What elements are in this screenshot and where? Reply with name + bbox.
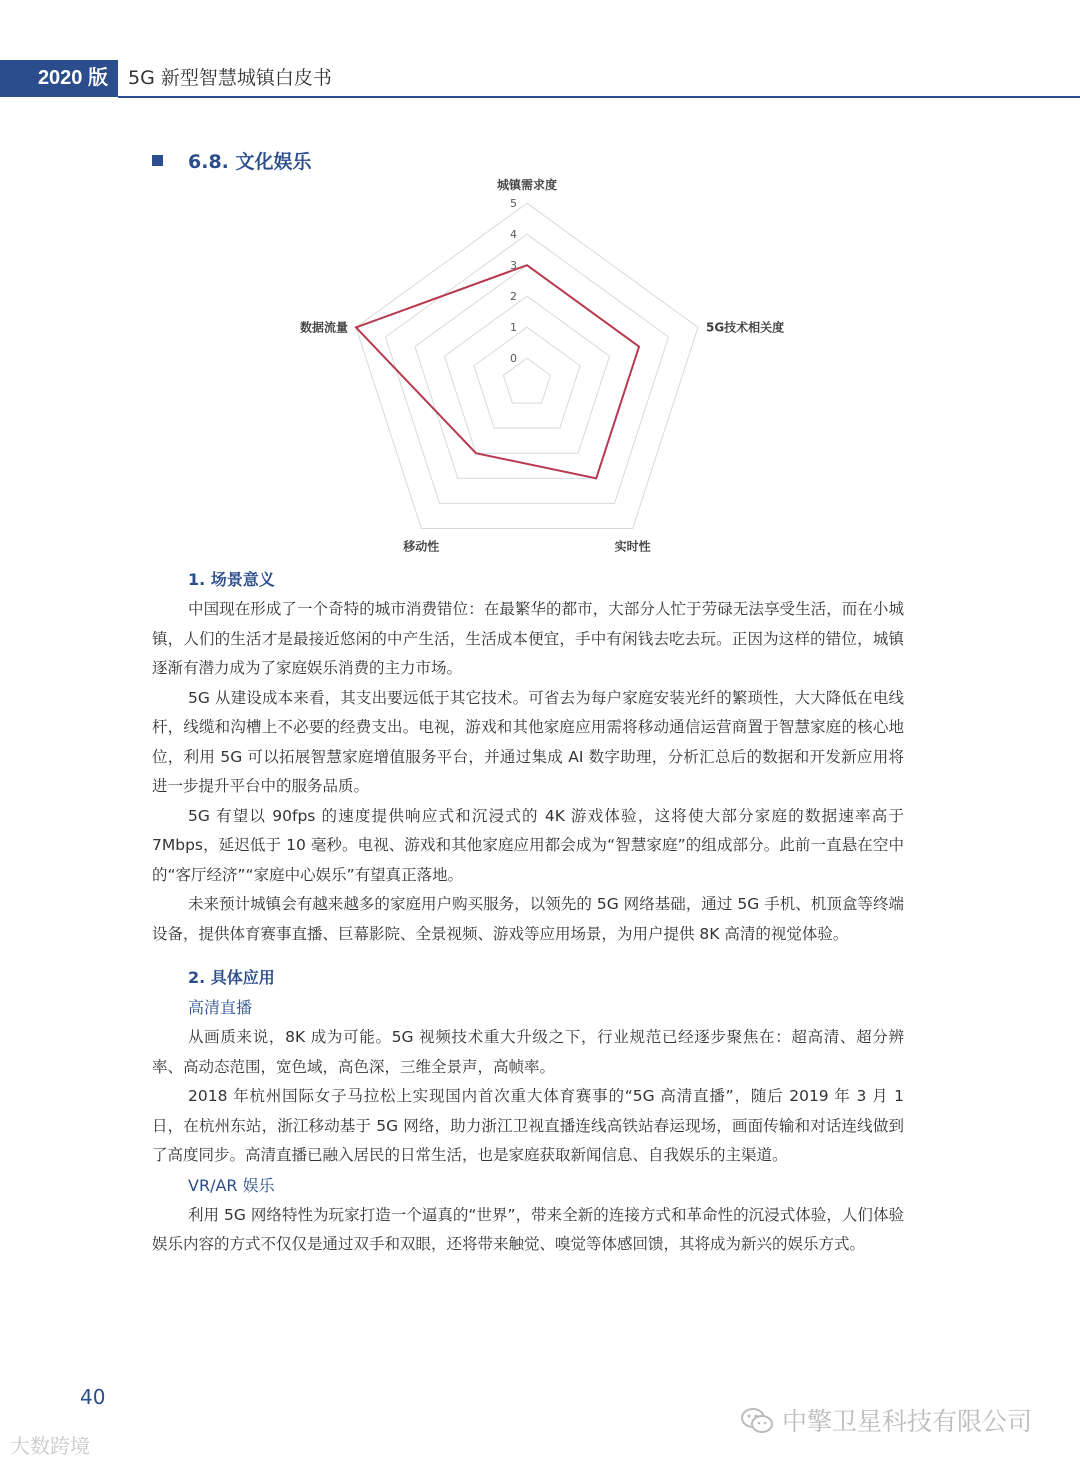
radar-tick-label: 1 <box>510 321 517 335</box>
heading-specific-applications: 2. 具体应用 <box>188 968 275 987</box>
paragraph: 5G 有望以 90fps 的速度提供响应式和沉浸式的 4K 游戏体验，这将使大部分家庭的数据速率高于 7Mbps，延迟低于 10 毫秒。电视、游戏和其他家庭应用都会成为“智慧家庭”的组成部分。此前一直悬在空中的“客厅经济”“家庭中心娱乐”有望真正落地。 <box>152 806 904 884</box>
radar-grid-ring <box>356 203 698 528</box>
paragraph: 从画质来说，8K 成为可能。5G 视频技术重大升级之下，行业规范已经逐步聚焦在：超高清、超分辨率、高动态范围，宽色域，高色深，三维全景声，高帧率。 <box>152 1028 904 1076</box>
radar-grid-ring <box>415 265 639 478</box>
radar-axis-label: 实时性 <box>614 539 651 554</box>
wechat-icon <box>740 1407 774 1435</box>
subheading-hd-live: 高清直播 <box>188 998 253 1017</box>
radar-axis-labels <box>300 177 784 553</box>
company-watermark: 中擎卫星科技有限公司 <box>782 1407 1033 1436</box>
radar-chart <box>0 0 1080 560</box>
edition-tab: 2020 版 <box>0 60 118 97</box>
site-watermark: 大数跨境 <box>10 1434 90 1458</box>
radar-tick-label: 4 <box>510 228 517 242</box>
heading-scene-significance: 1. 场景意义 <box>188 570 275 589</box>
paragraph: 利用 5G 网络特性为玩家打造一个逼真的“世界”，带来全新的连接方式和革命性的沉浸式体验，人们体验娱乐内容的方式不仅仅是通过双手和双眼，还将带来触觉、嗅觉等体感回馈，其将成为新兴的娱乐方式。 <box>152 1205 904 1253</box>
radar-tick-label: 0 <box>510 352 517 366</box>
document-title: 5G 新型智慧城镇白皮书 <box>128 67 332 89</box>
radar-ticks <box>510 197 517 365</box>
body-content <box>152 565 904 1260</box>
radar-tick-label: 3 <box>510 259 517 273</box>
radar-axis-label: 移动性 <box>403 539 440 554</box>
paragraph: 未来预计城镇会有越来越多的家庭用户购买服务，以领先的 5G 网络基础，通过 5G 手机、机顶盒等终端设备，提供体育赛事直播、巨幕影院、全景视频、游戏等应用场景，为用户提供 8K 高清的视觉体验。 <box>152 895 904 943</box>
radar-axis-label: 5G技术相关度 <box>705 320 785 335</box>
radar-axis-label: 城镇需求度 <box>496 178 558 193</box>
section-title: 6.8. 文化娱乐 <box>188 151 312 173</box>
radar-tick-label: 2 <box>510 290 517 304</box>
radar-grid-ring <box>474 327 580 428</box>
paragraph: 2018 年杭州国际女子马拉松上实现国内首次重大体育赛事的“5G 高清直播”，随后 2019 年 3 月 1 日，在杭州东站，浙江移动基于 5G 网络，助力浙江卫视直播连线高铁站春运现场，画面传输和对话连线做到了高度同步。高清直播已融入居民的日常生活，也是家庭获取新闻信息、自我娱乐的主渠道。 <box>152 1087 904 1164</box>
radar-grid-ring <box>444 296 609 453</box>
paragraph: 中国现在形成了一个奇特的城市消费错位：在最繁华的都市，大部分人忙于劳碌无法享受生活，而在小城镇，人们的生活才是最接近悠闲的中产生活，生活成本便宜，手中有闲钱去吃去玩。正因为这样的错位，城镇逐渐有潜力成为了家庭娱乐消费的主力市场。 <box>152 600 904 677</box>
radar-axis-label: 数据流量 <box>299 320 349 335</box>
page-number: 40 <box>80 1385 106 1409</box>
radar-grid <box>356 203 698 528</box>
paragraph: 5G 从建设成本来看，其支出要远低于其它技术。可省去为每户家庭安装光纤的繁琐性，大大降低在电线杆，线缆和沟槽上不必要的经费支出。电视，游戏和其他家庭应用需将移动通信运营商置于智慧家庭的核心地位，利用 5G 可以拓展智慧家庭增值服务平台，并通过集成 AI 数字助理，分析汇总后的数据和开发新应用将进一步提升平台中的服务品质。 <box>152 688 904 795</box>
subheading-vr-ar: VR/AR 娱乐 <box>188 1175 275 1195</box>
radar-tick-label: 5 <box>510 197 517 211</box>
